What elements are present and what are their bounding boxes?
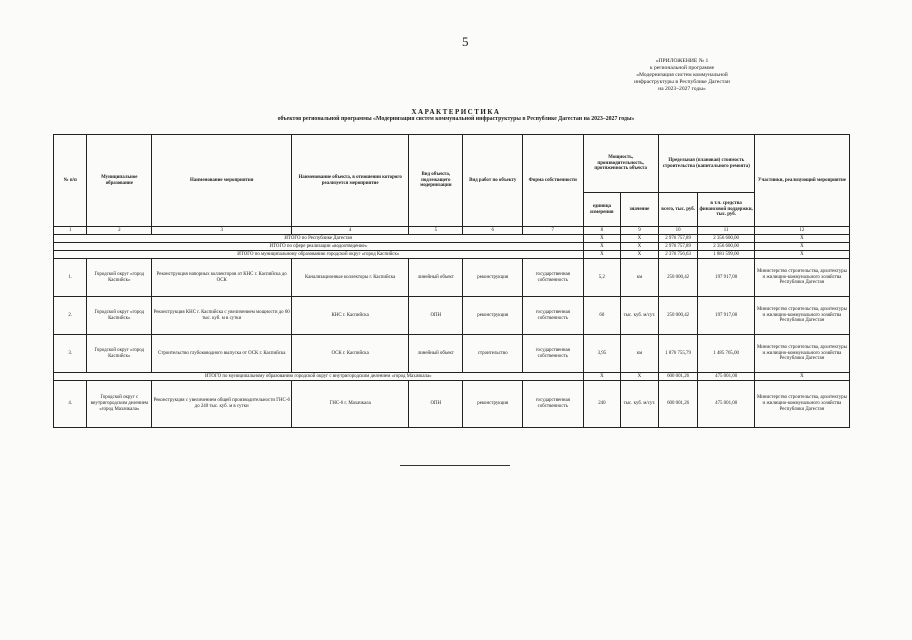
total-c8: Х	[583, 235, 621, 243]
table-row	[54, 259, 850, 297]
header-participants: Участники, реализующий мероприятие	[754, 135, 849, 227]
column-number: 9	[621, 227, 659, 235]
header-ownership: Форма собственности	[522, 135, 583, 227]
row-municipality: Городской округ с внутригородским делением «город Махачкала»	[87, 381, 152, 428]
row-cost-total: 1 876 755,79	[658, 335, 698, 373]
row-object: ГНС-6 г. Махачкала	[292, 381, 409, 428]
document-title: ХАРАКТЕРИСТИКА	[411, 108, 501, 116]
row-capacity-unit: км	[621, 335, 659, 373]
total-c9: Х	[621, 251, 659, 259]
row-participants: Министерство строительства, архитектуры и жилищно-коммунального хозяйства Республики Дагестан	[754, 335, 849, 373]
column-number: 10	[658, 227, 698, 235]
header-municipality: Муниципальное образование	[87, 135, 152, 227]
header-event: Наименование мероприятия	[152, 135, 292, 227]
column-number: 2	[87, 227, 152, 235]
header-object-name: Наименование объекта, в отношении которого реализуется мероприятие	[292, 135, 409, 227]
table-body	[54, 227, 850, 428]
row-object-type: ОПН	[409, 381, 463, 428]
row-number: 4.	[54, 381, 87, 428]
total-row	[54, 235, 850, 243]
column-number-row	[54, 227, 850, 235]
row-object-type: линейный объект	[409, 259, 463, 297]
appendix-note	[612, 58, 752, 93]
total-c8: Х	[583, 243, 621, 251]
row-cost-total: 250 000,42	[658, 297, 698, 335]
row-cost-financial: 197 917,00	[698, 259, 754, 297]
objects-table	[53, 134, 850, 428]
row-capacity-value: 5,2	[583, 259, 621, 297]
total-cost: 2 376 756,63	[658, 251, 698, 259]
total-c12: Х	[754, 373, 849, 381]
row-participants: Министерство строительства, архитектуры и жилищно-коммунального хозяйства Республики Дагестан	[754, 381, 849, 428]
appendix-line: инфраструктуры в Республике Дагестан	[634, 79, 730, 85]
row-municipality: Городской округ «город Каспийск»	[87, 259, 152, 297]
row-work-type: строительство	[463, 335, 523, 373]
row-cost-total: 600 001,26	[658, 381, 698, 428]
page-number: 5	[462, 34, 469, 49]
row-capacity-value: 3,95	[583, 335, 621, 373]
row-event: Реконструкция КНС г. Каспийска с увеличением мощности до 60 тыс. куб. м в сутки	[152, 297, 292, 335]
header-capacity: Мощность, производительность, протяженность объекта	[583, 135, 658, 193]
row-event: Реконструкция с увеличением общей производительности ГНС-6 до 240 тыс. куб. м в сутки	[152, 381, 292, 428]
total-cost: 600 001,26	[658, 373, 698, 381]
appendix-line: «Модернизация систем коммунальной	[636, 72, 728, 78]
total-c9: Х	[621, 235, 659, 243]
document-subtitle: объектов региональной программы «Модернизация систем коммунальной инфраструктуры в Республике Дагестан на 2023–2027 годы»	[277, 116, 635, 122]
header-object-type: Вид объекта, подлежащего модернизации	[409, 135, 463, 227]
row-cost-financial: 197 917,00	[698, 297, 754, 335]
header-cost-financial: в т.ч. средства финансовой поддержки, тыс. руб.	[698, 193, 754, 227]
header-cost: Предельная (плановая) стоимость строительства (капитального ремонта)	[658, 135, 754, 193]
total-financial: 2 356 600,00	[698, 243, 754, 251]
row-ownership: государственная собственность	[522, 381, 583, 428]
row-work-type: реконструкция	[463, 381, 523, 428]
column-number: 7	[522, 227, 583, 235]
row-object: Канализационные коллекторы г. Каспийска	[292, 259, 409, 297]
total-row	[54, 243, 850, 251]
total-row	[54, 373, 850, 381]
total-label: ИТОГО по муниципальному образованию городской округ «город Каспийск»	[54, 251, 584, 259]
header-cost-total: всего, тыс. руб.	[658, 193, 698, 227]
total-cost: 2 976 757,89	[658, 235, 698, 243]
row-ownership: государственная собственность	[522, 297, 583, 335]
row-cost-financial: 475 001,00	[698, 381, 754, 428]
column-number: 5	[409, 227, 463, 235]
header-work-type: Вид работ по объекту	[463, 135, 523, 227]
row-ownership: государственная собственность	[522, 259, 583, 297]
header-num: № п/п	[54, 135, 87, 227]
row-object: КНС г. Каспийска	[292, 297, 409, 335]
header-capacity-unit: единица измерения	[583, 193, 621, 227]
row-number: 3.	[54, 335, 87, 373]
row-object: ОСК г. Каспийска	[292, 335, 409, 373]
row-event: Строительство глубоководного выпуска от ОСК г. Каспийска	[152, 335, 292, 373]
table-row	[54, 381, 850, 428]
column-number: 4	[292, 227, 409, 235]
total-c9: Х	[621, 243, 659, 251]
total-label: ИТОГО по Республике Дагестан	[54, 235, 584, 243]
row-cost-financial: 1 485 765,00	[698, 335, 754, 373]
appendix-line: «ПРИЛОЖЕНИЕ № 1	[655, 58, 709, 64]
table-row	[54, 335, 850, 373]
row-cost-total: 250 000,42	[658, 259, 698, 297]
total-c8: Х	[583, 251, 621, 259]
row-participants: Министерство строительства, архитектуры и жилищно-коммунального хозяйства Республики Дагестан	[754, 297, 849, 335]
column-number: 12	[754, 227, 849, 235]
total-c9: Х	[621, 373, 659, 381]
row-event: Реконструкция напорных коллекторов от КНС г. Каспийска до ОСК	[152, 259, 292, 297]
row-municipality: Городской округ «город Каспийск»	[87, 297, 152, 335]
total-label: ИТОГО по муниципальному образованию городской округ с внутригородским делением «город Махачкала»	[54, 373, 584, 381]
row-object-type: линейный объект	[409, 335, 463, 373]
row-work-type: реконструкция	[463, 297, 523, 335]
row-capacity-value: 240	[583, 381, 621, 428]
total-financial: 475 001,00	[698, 373, 754, 381]
row-participants: Министерство строительства, архитектуры и жилищно-коммунального хозяйства Республики Дагестан	[754, 259, 849, 297]
row-object-type: ОПН	[409, 297, 463, 335]
total-label: ИТОГО по сфере реализации «водоотведение»	[54, 243, 584, 251]
row-capacity-unit: км	[621, 259, 659, 297]
end-divider	[400, 465, 510, 466]
appendix-line: к региональной программе	[649, 65, 715, 71]
row-ownership: государственная собственность	[522, 335, 583, 373]
total-cost: 2 976 757,89	[658, 243, 698, 251]
column-number: 3	[152, 227, 292, 235]
row-capacity-unit: тыс. куб. м/сут.	[621, 381, 659, 428]
column-number: 11	[698, 227, 754, 235]
table-row	[54, 297, 850, 335]
total-financial: 1 881 599,00	[698, 251, 754, 259]
row-capacity-unit: тыс. куб. м/сут.	[621, 297, 659, 335]
row-work-type: реконструкция	[463, 259, 523, 297]
total-row	[54, 251, 850, 259]
total-c12: Х	[754, 251, 849, 259]
column-number: 1	[54, 227, 87, 235]
total-c12: Х	[754, 243, 849, 251]
row-number: 2.	[54, 297, 87, 335]
row-capacity-value: 60	[583, 297, 621, 335]
total-financial: 2 356 600,00	[698, 235, 754, 243]
row-number: 1.	[54, 259, 87, 297]
row-municipality: Городской округ «город Каспийск»	[87, 335, 152, 373]
column-number: 8	[583, 227, 621, 235]
header-capacity-value: значение	[621, 193, 659, 227]
appendix-line: на 2023–2027 годы»	[658, 86, 706, 92]
table-header	[54, 135, 850, 227]
total-c8: Х	[583, 373, 621, 381]
column-number: 6	[463, 227, 523, 235]
total-c12: Х	[754, 235, 849, 243]
